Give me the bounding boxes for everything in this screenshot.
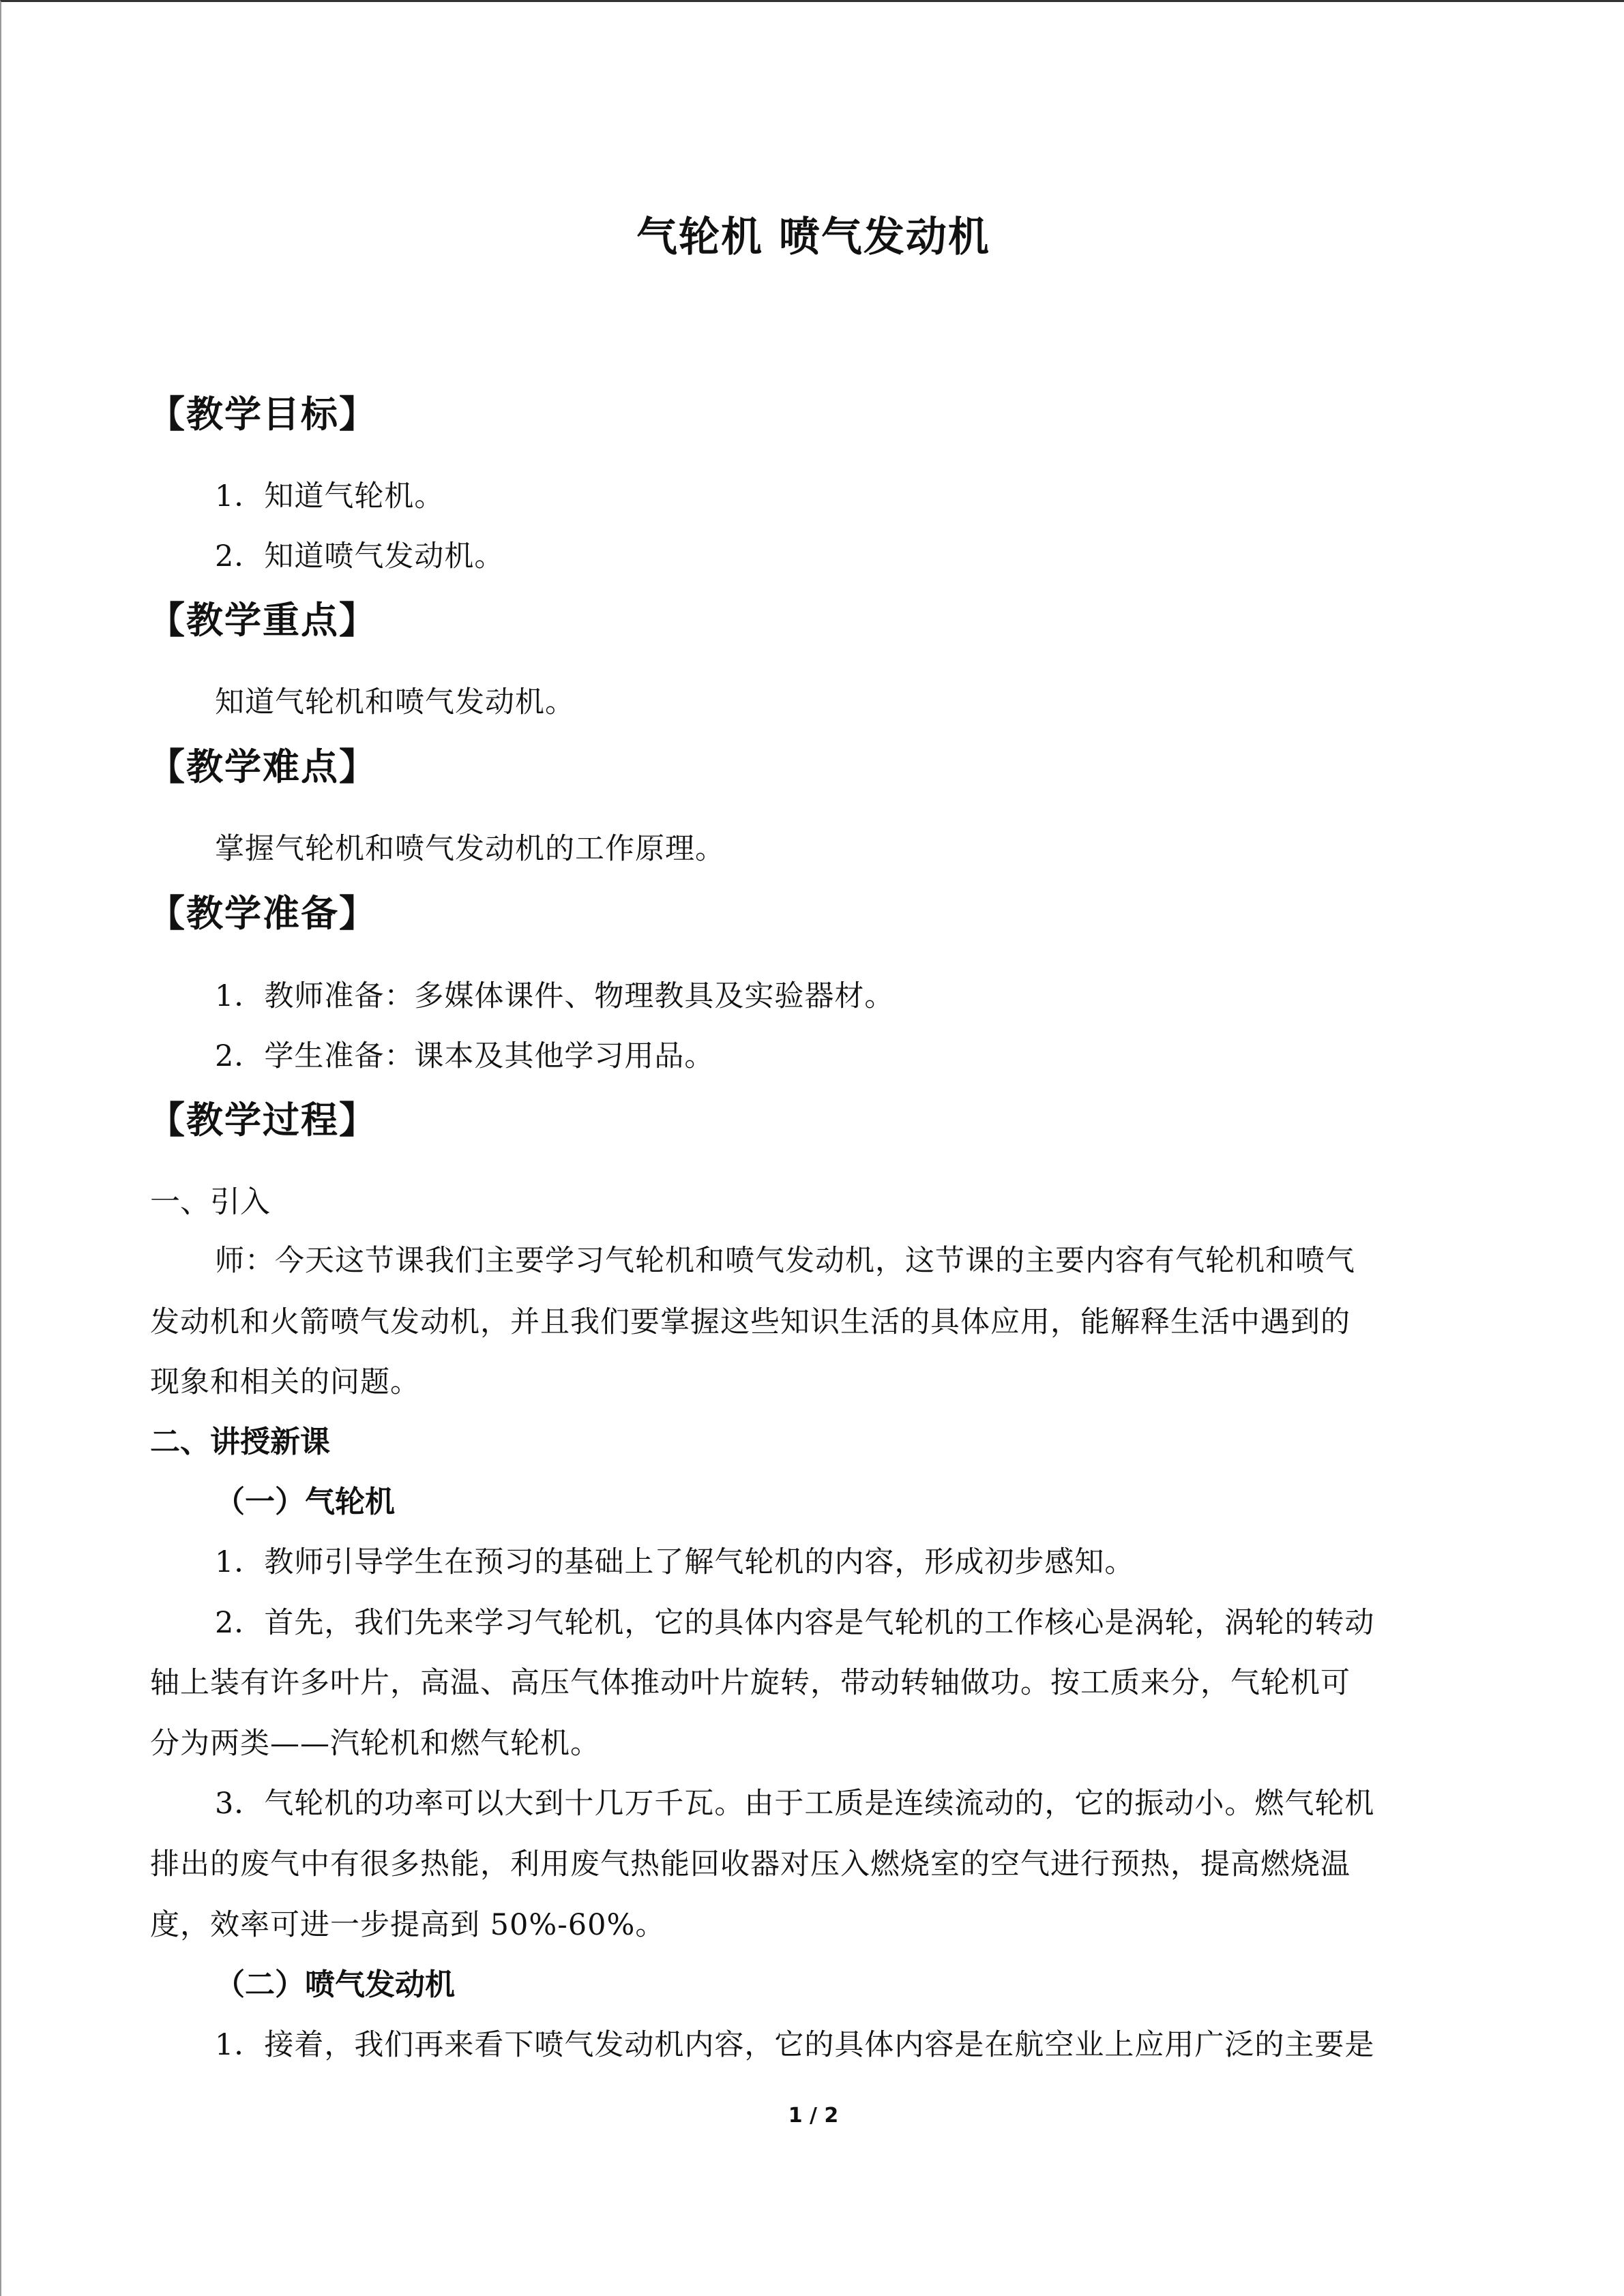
document-title: 气轮机 喷气发动机 <box>636 213 990 261</box>
section-new-lesson-heading: 二、讲授新课 <box>150 1425 330 1459</box>
difficulty-text: 掌握气轮机和喷气发动机的工作原理。 <box>215 832 725 866</box>
subsection-turbine-heading: （一）气轮机 <box>215 1485 395 1519</box>
prep-item-2: 2．学生准备：课本及其他学习用品。 <box>215 1039 715 1073</box>
turbine-item-2-line-3: 分为两类——汽轮机和燃气轮机。 <box>150 1727 600 1761</box>
turbine-item-3-line-1: 3．气轮机的功率可以大到十几万千瓦。由于工质是连续流动的，它的振动小。燃气轮机 <box>215 1787 1375 1821</box>
prep-item-1: 1．教师准备：多媒体课件、物理教具及实验器材。 <box>215 979 895 1013</box>
intro-line-1: 师：今天这节课我们主要学习气轮机和喷气发动机，这节课的主要内容有气轮机和喷气 <box>215 1244 1355 1278</box>
page-number: 1 / 2 <box>788 2104 839 2128</box>
section-intro-heading: 一、引入 <box>150 1184 270 1219</box>
intro-line-3: 现象和相关的问题。 <box>150 1365 420 1399</box>
turbine-item-2-line-1: 2．首先，我们先来学习气轮机，它的具体内容是气轮机的工作核心是涡轮，涡轮的转动 <box>215 1606 1375 1640</box>
preparation-heading: 【教学准备】 <box>148 892 377 935</box>
goals-heading: 【教学目标】 <box>148 393 377 436</box>
turbine-item-1: 1．教师引导学生在预习的基础上了解气轮机的内容，形成初步感知。 <box>215 1545 1135 1579</box>
turbine-item-2-line-2: 轴上装有许多叶片，高温、高压气体推动叶片旋转，带动转轴做功。按工质来分，气轮机可 <box>150 1666 1350 1700</box>
subsection-jet-engine-heading: （二）喷气发动机 <box>215 1967 455 2002</box>
turbine-item-3-line-2: 排出的废气中有很多热能，利用废气热能回收器对压入燃烧室的空气进行预热，提高燃烧温 <box>150 1847 1350 1881</box>
key-points-text: 知道气轮机和喷气发动机。 <box>215 685 575 719</box>
goal-item-2: 2．知道喷气发动机。 <box>215 539 505 573</box>
goal-item-1: 1．知道气轮机。 <box>215 479 445 513</box>
turbine-item-3-line-3: 度，效率可进一步提高到 50%-60%。 <box>150 1908 666 1942</box>
process-heading: 【教学过程】 <box>148 1099 377 1142</box>
difficulty-heading: 【教学难点】 <box>148 745 377 788</box>
intro-line-2: 发动机和火箭喷气发动机，并且我们要掌握这些知识生活的具体应用，能解释生活中遇到的 <box>150 1305 1350 1339</box>
jet-engine-item-1: 1．接着，我们再来看下喷气发动机内容，它的具体内容是在航空业上应用广泛的主要是 <box>215 2028 1375 2062</box>
key-points-heading: 【教学重点】 <box>148 599 377 642</box>
